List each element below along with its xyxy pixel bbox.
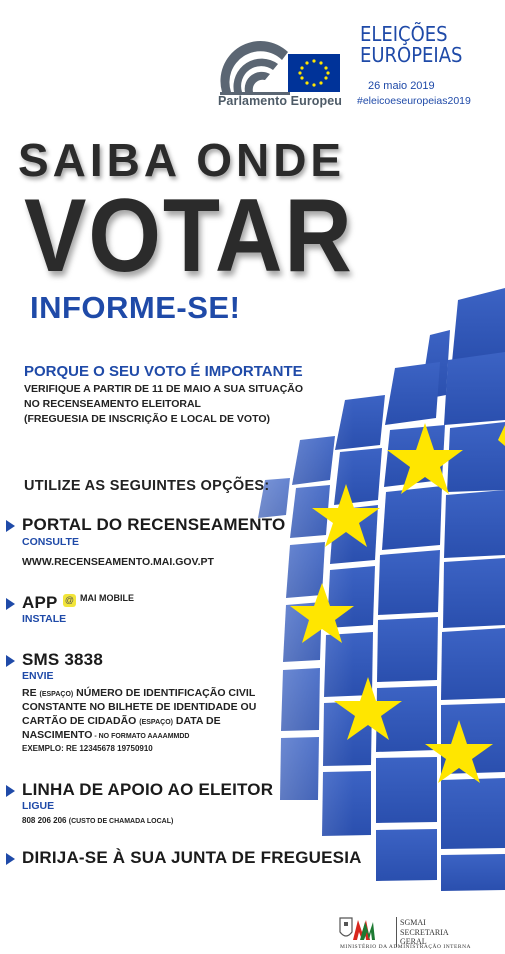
- option-portal-url[interactable]: WWW.RECENSEAMENTO.MAI.GOV.PT: [22, 556, 214, 568]
- elections-title-line1: ELEIÇÕES: [360, 22, 448, 46]
- ministry-name: MINISTÉRIO DA ADMINISTRAÇÃO INTERNA: [340, 944, 472, 950]
- option-helpline-verb: LIGUE: [22, 800, 55, 812]
- why-title: PORQUE O SEU VOTO É IMPORTANTE: [24, 363, 303, 380]
- sgmai-name: [400, 918, 449, 947]
- sms-line4-b: - NO FORMATO AAAAMMDD: [92, 733, 190, 740]
- option-sms-line4: [22, 729, 190, 741]
- option-portal-title: PORTAL DO RECENSEAMENTO: [22, 515, 286, 534]
- helpline-note: (CUSTO DE CHAMADA LOCAL): [68, 818, 174, 825]
- portugal-coat-of-arms-icon: [340, 918, 352, 936]
- helpline-number[interactable]: 808 206 206: [22, 816, 67, 825]
- triangle-bullet-icon: [6, 520, 15, 532]
- sgmai-line3: GERAL: [400, 937, 427, 946]
- footer-divider: [396, 917, 397, 947]
- elections-title-line2: EUROPEIAS: [360, 43, 463, 67]
- why-line1: VERIFIQUE A PARTIR DE 11 DE MAIO A SUA SITUAÇÃO: [24, 383, 304, 395]
- sms-line1-rest: NÚMERO DE IDENTIFICAÇÃO CIVIL: [73, 687, 256, 699]
- headline-votar: VOTAR: [24, 178, 354, 294]
- triangle-bullet-icon: [6, 785, 15, 797]
- parliament-name: Parlamento Europeu: [218, 94, 343, 108]
- elections-title: [360, 24, 500, 66]
- headline-saiba-onde: SAIBA ONDE: [18, 134, 346, 186]
- sms-line4-a: NASCIMENTO: [22, 729, 93, 741]
- option-sms-line1: [22, 687, 255, 699]
- headline-informe-se: INFORME-SE!: [30, 290, 241, 325]
- options-title: UTILIZE AS SEGUINTES OPÇÕES:: [24, 478, 270, 494]
- sms-line3-b: DATA DE: [172, 715, 221, 727]
- option-portal-verb: CONSULTE: [22, 536, 79, 548]
- sms-line3-a: CARTÃO DE CIDADÃO: [22, 715, 137, 727]
- elections-date: 26 maio 2019: [368, 80, 435, 92]
- elections-hashtag: #eleicoeseuropeias2019: [357, 95, 471, 107]
- sms-espaco-2: (ESPAÇO): [139, 719, 173, 726]
- option-sms-title: SMS 3838: [22, 650, 103, 669]
- option-app-title: APP: [22, 593, 58, 612]
- triangle-bullet-icon: [6, 655, 15, 667]
- why-line3: (FREGUESIA DE INSCRIÇÃO E LOCAL DE VOTO): [24, 413, 270, 425]
- parliament-hemicycle-icon: [220, 41, 290, 95]
- sms-espaco: (ESPAÇO): [39, 691, 74, 698]
- sms-re: RE: [22, 687, 37, 699]
- option-helpline-title: LINHA DE APOIO AO ELEITOR: [22, 780, 274, 799]
- why-line2: NO RECENSEAMENTO ELEITORAL: [24, 398, 201, 410]
- option-sms-example: EXEMPLO: RE 12345678 19750910: [22, 744, 153, 753]
- why-text: [24, 382, 303, 427]
- option-app-name: MAI MOBILE: [80, 593, 134, 603]
- option-junta-title: DIRIJA-SE À SUA JUNTA DE FREGUESIA: [22, 848, 362, 867]
- mobile-app-icon: @: [64, 595, 75, 605]
- option-sms-verb: ENVIE: [22, 670, 54, 682]
- sgmai-line2: SECRETARIA: [400, 927, 449, 937]
- option-sms-line2: CONSTANTE NO BILHETE DE IDENTIDADE OU: [22, 701, 257, 713]
- option-app-verb: INSTALE: [22, 613, 67, 625]
- sgmai-logo-icon: [338, 914, 376, 946]
- sgmai-line1: SGMAI: [400, 918, 426, 927]
- triangle-bullet-icon: [6, 598, 15, 610]
- option-helpline-phone[interactable]: [22, 816, 173, 825]
- triangle-bullet-icon: [6, 853, 15, 865]
- eu-flag-icon: [288, 54, 340, 92]
- option-sms-line3: [22, 715, 221, 727]
